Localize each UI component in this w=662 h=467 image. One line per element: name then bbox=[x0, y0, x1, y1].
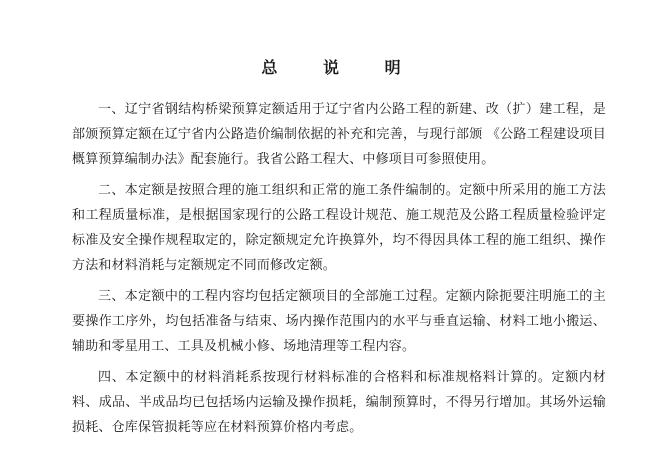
paragraph-3: 三、本定额中的工程内容均包括定额项目的全部施工过程。定额内除扼要注明施工的主要操作工序外，均包括准备与结束、场内操作范围内的水平与垂直运输、材料工地小搬运、辅助和零星用工、工具及机械小修、场地清理等工程内容。 bbox=[72, 289, 606, 354]
paragraph-4: 四、本定额中的材料消耗系按现行材料标准的合格料和标准规格料计算的。定额内材料、成品、半成品均已包括场内运输及操作损耗，编制预算时，不得另行增加。其场外运输损耗、仓库保管损耗等应在材料预算价格内考虑。 bbox=[72, 370, 606, 435]
document-body bbox=[72, 97, 606, 446]
document-title: 总 说 明 bbox=[261, 58, 421, 77]
paragraph-1: 一、辽宁省钢结构桥梁预算定额适用于辽宁省内公路工程的新建、改（扩）建工程，是部颁预算定额在辽宁省内公路造价编制依据的补充和完善，与现行部颁 《公路工程建设项目概算预算编制办法》配套施行。我省公路工程大、中修项目可参照使用。 bbox=[72, 102, 606, 167]
paragraph-2: 二、本定额是按照合理的施工组织和正常的施工条件编制的。定额中所采用的施工方法和工程质量标准，是根据国家现行的公路工程设计规范、施工规范及公路工程质量检验评定标准及安全操作规程取定的，除定额规定允许换算外，均不得因具体工程的施工组织、操作方法和材料消耗与定额规定不同而修改定额。 bbox=[72, 183, 606, 273]
